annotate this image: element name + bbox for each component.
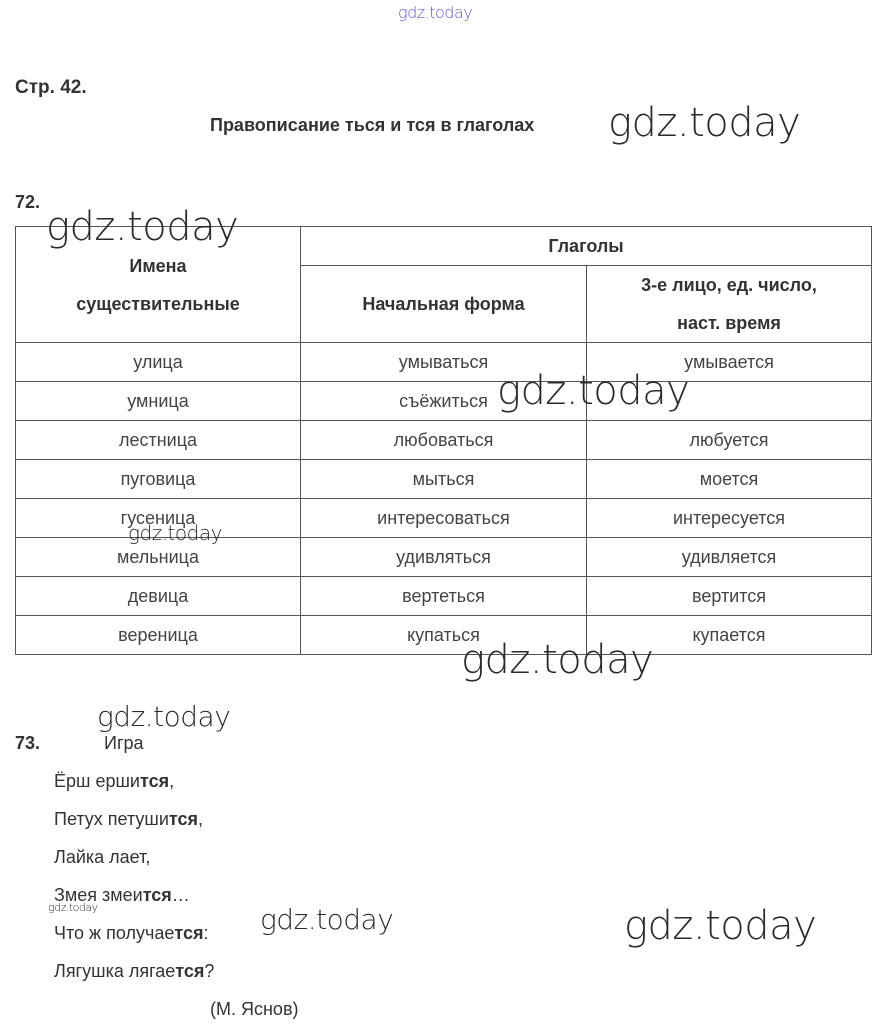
third-cell: вертится xyxy=(587,577,872,616)
header-nouns-line2: существительные xyxy=(76,293,240,314)
poem-stem: Ёрш ерши xyxy=(54,771,140,791)
watermark-top: gdz.today xyxy=(398,3,473,22)
watermark: gdz.today xyxy=(608,100,801,146)
poem-stem: Лягушка лягае xyxy=(54,961,176,981)
poem-line xyxy=(54,961,214,982)
noun-cell: девица xyxy=(16,577,301,616)
third-cell: любуется xyxy=(587,421,872,460)
third-cell: удивляется xyxy=(587,538,872,577)
poem-author: (М. Яснов) xyxy=(210,999,299,1019)
page-title: Правописание ться и тся в глаголах xyxy=(210,115,535,135)
poem-stem: Что ж получае xyxy=(54,923,175,943)
poem-ending: тся xyxy=(168,809,198,829)
header-verbs: Глаголы xyxy=(301,227,872,266)
poem-tail: ? xyxy=(204,961,215,981)
exercise-73-number: 73. xyxy=(15,733,41,753)
poem-line xyxy=(54,771,174,792)
exercise-72-number: 72. xyxy=(15,192,41,212)
initial-cell: вертеться xyxy=(301,577,587,616)
third-cell: купается xyxy=(587,616,872,655)
poem-tail: … xyxy=(171,885,190,905)
watermark: gdz.today xyxy=(461,637,654,683)
noun-cell: гусеница xyxy=(16,499,301,538)
watermark: gdz.today xyxy=(48,901,98,914)
noun-cell: лестница xyxy=(16,421,301,460)
header-third-person xyxy=(587,266,872,343)
poem-line xyxy=(54,847,150,868)
poem-tail: : xyxy=(203,923,209,943)
third-cell: моется xyxy=(587,460,872,499)
initial-cell: удивляться xyxy=(301,538,587,577)
initial-cell: интересоваться xyxy=(301,499,587,538)
poem-ending: тся xyxy=(142,885,172,905)
page-label: Стр. 42. xyxy=(15,77,87,98)
table-row xyxy=(16,460,872,499)
initial-cell: мыться xyxy=(301,460,587,499)
noun-cell: вереница xyxy=(16,616,301,655)
poem-stem: Лайка лает, xyxy=(54,847,151,867)
noun-cell: пуговица xyxy=(16,460,301,499)
table-row xyxy=(16,577,872,616)
watermark: gdz.today xyxy=(46,204,239,250)
watermark: gdz.today xyxy=(497,368,690,414)
poem-line xyxy=(54,923,208,944)
initial-cell: съёжиться xyxy=(301,382,587,421)
watermark: gdz.today xyxy=(97,700,231,733)
poem-tail: , xyxy=(169,771,175,791)
poem-tail: , xyxy=(198,809,204,829)
initial-cell: умываться xyxy=(301,343,587,382)
watermark: gdz.today xyxy=(260,903,394,936)
poem-ending: тся xyxy=(175,961,205,981)
poem-title: Игра xyxy=(104,733,144,753)
table-row xyxy=(16,616,872,655)
watermark: gdz.today xyxy=(624,903,817,949)
header-initial-form: Начальная форма xyxy=(301,266,587,343)
poem-stem: Петух петуши xyxy=(54,809,169,829)
watermark: gdz.today xyxy=(128,521,222,545)
table-row xyxy=(16,421,872,460)
table-row xyxy=(16,343,872,382)
initial-cell: купаться xyxy=(301,616,587,655)
poem-ending: тся xyxy=(139,771,170,791)
poem-stem: Змея змеи xyxy=(54,885,143,905)
header-nouns-line1: Имена xyxy=(129,255,187,276)
initial-cell: любоваться xyxy=(301,421,587,460)
third-cell: умывается xyxy=(587,343,872,382)
noun-cell: улица xyxy=(16,343,301,382)
noun-cell: мельница xyxy=(16,538,301,577)
header-third-line1: 3-е лицо, ед. число, xyxy=(641,275,817,295)
header-third-line2: наст. время xyxy=(677,313,781,333)
verbs-table xyxy=(15,226,872,655)
noun-cell: умница xyxy=(16,382,301,421)
poem-line xyxy=(54,809,203,830)
third-cell: интересуется xyxy=(587,499,872,538)
poem-ending: тся xyxy=(174,923,204,943)
table-row xyxy=(16,382,872,421)
